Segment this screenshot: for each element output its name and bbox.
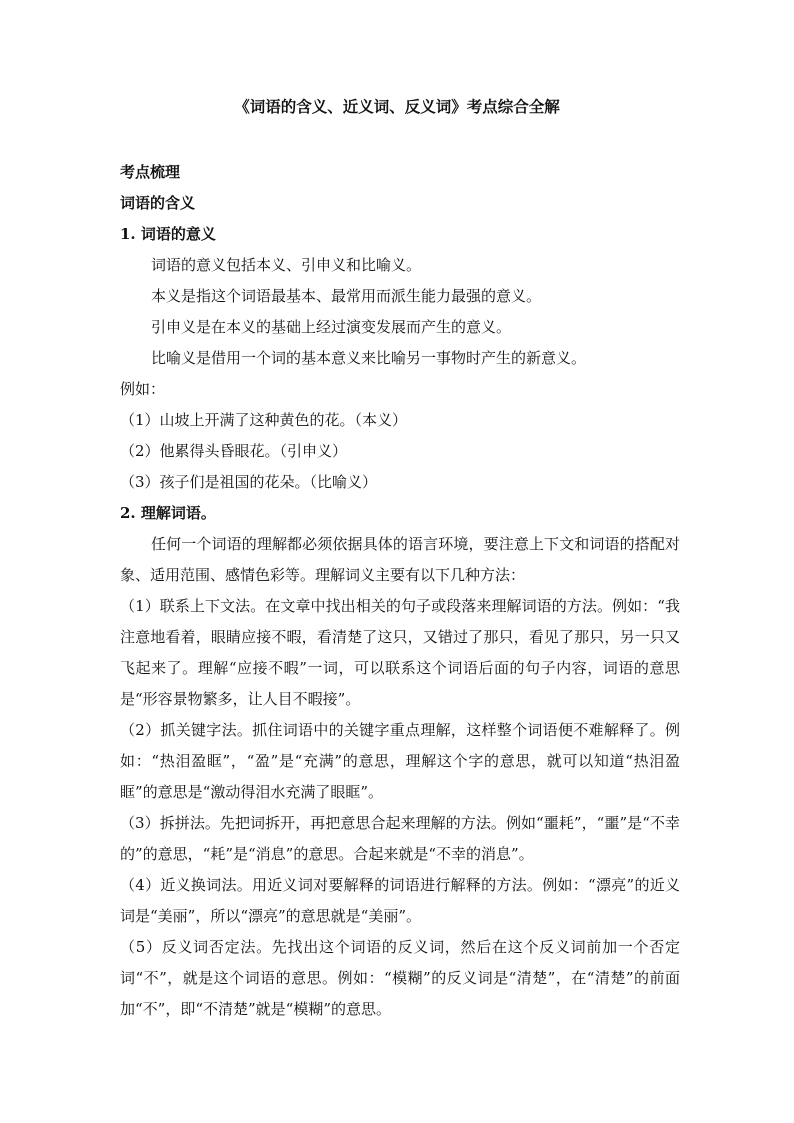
document-body — [120, 157, 680, 1025]
meaning-line: 引申义是在本义的基础上经过演变发展而产生的意义。 — [151, 318, 512, 336]
meaning-line: 比喻义是借用一个词的基本意义来比喻另一事物时产生的新意义。 — [151, 349, 587, 367]
example-item: （2）他累得头昏眼花。（引申义） — [120, 442, 348, 460]
meaning-line: 词语的意义包括本义、引申义和比喻义。 — [151, 256, 422, 274]
example-item: （3）孩子们是祖国的花朵。（比喻义） — [120, 473, 378, 491]
method-paragraph: （3）拆拼法。先把词拆开，再把意思合起来理解的方法。例如“噩耗”，“噩”是“不幸的”的意思，“耗”是“消息”的意思。合起来就是“不幸的消息”。 — [120, 814, 680, 863]
method-paragraph: （2）抓关键字法。抓住词语中的关键字重点理解，这样整个词语便不难解释了。例如：“热泪盈眶”，“盈”是“充满”的意思，理解这个字的意思，就可以知道“热泪盈眶”的意思是“激动得泪水充满了眼眶”。 — [120, 721, 680, 801]
understanding-intro: 任何一个词语的理解都必须依据具体的语言环境，要注意上下文和词语的搭配对象、适用范围、感情色彩等。理解词义主要有以下几种方法： — [120, 535, 680, 584]
section-heading: 考点梳理 — [120, 163, 181, 181]
method-paragraph: （4）近义换词法。用近义词对要解释的词语进行解释的方法。例如：“漂亮”的近义词是“美丽”，所以“漂亮”的意思就是“美丽”。 — [120, 876, 680, 925]
method-paragraph: （5）反义词否定法。先找出这个词语的反义词，然后在这个反义词前加一个否定词“不”，就是这个词语的意思。例如：“模糊”的反义词是“清楚”，在“清楚”的前面加“不”，即“不清楚”就是“模糊”的意思。 — [120, 938, 680, 1018]
method-paragraph: （1）联系上下文法。在文章中找出相关的句子或段落来理解词语的方法。例如：“我注意地看着，眼睛应接不暇，看清楚了这只，又错过了那只，看见了那只，另一只又飞起来了。理解“应接不暇”一词，可以联系这个词语后面的句子内容，词语的意思是“形容景物繁多，让人目不暇接”。 — [120, 597, 680, 708]
document-title: 《词语的含义、近义词、反义词》考点综合全解 — [234, 97, 560, 116]
meaning-heading: 1. 词语的意义 — [120, 225, 216, 243]
example-item: （1）山坡上开满了这种黄色的花。（本义） — [120, 411, 408, 429]
meaning-line: 本义是指这个词语最基本、最常用而派生能力最强的意义。 — [151, 287, 542, 305]
understanding-heading: 2. 理解词语。 — [120, 504, 216, 522]
example-label: 例如： — [120, 380, 166, 398]
subsection-heading: 词语的含义 — [120, 194, 196, 212]
